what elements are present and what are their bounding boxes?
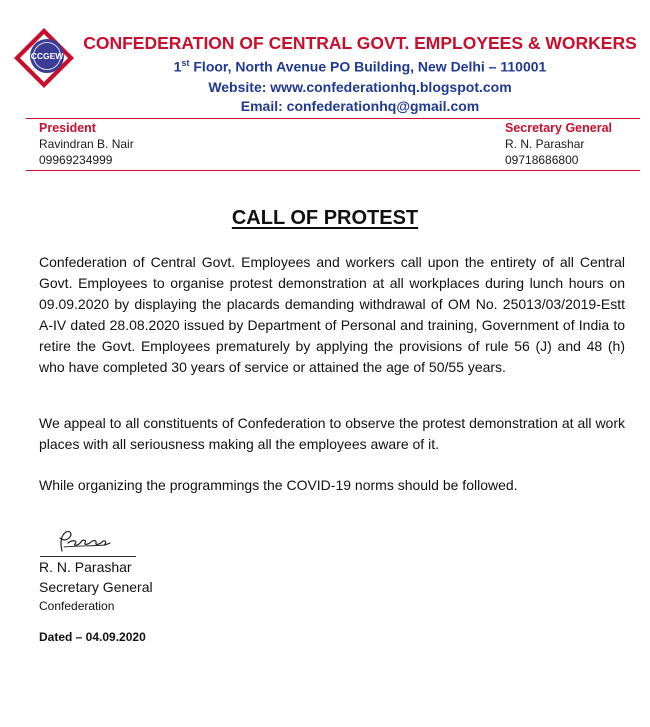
- dated-line: Dated – 04.09.2020: [39, 630, 146, 644]
- president-name: Ravindran B. Nair: [39, 137, 134, 151]
- notice-title: CALL OF PROTEST: [231, 207, 419, 229]
- signatory-block: [39, 557, 153, 615]
- address-line: [80, 58, 640, 75]
- email-line: Email: confederationhq@gmail.com: [240, 98, 480, 114]
- president-role: President: [39, 121, 96, 135]
- handwritten-signature: [40, 527, 120, 555]
- ccgew-logo: [12, 26, 76, 90]
- secretary-role: Secretary General: [505, 121, 613, 135]
- divider-top: [26, 118, 640, 119]
- secretary-name: R. N. Parashar: [505, 137, 585, 151]
- president-block: [39, 120, 134, 168]
- signatory-designation: Secretary General: [39, 579, 153, 595]
- address-text: Floor, North Avenue PO Building, New Delhi – 110001: [189, 58, 547, 75]
- secretary-block: [505, 120, 612, 168]
- notice-paragraph: Confederation of Central Govt. Employees and workers call upon the entirety of all Central Govt. Employees to organise protest demonstration at all workplaces during lunch hours on 09.09.2020 by displaying the placards demanding withdrawal of OM No. 25013/03/2019-Estt A-IV dated 28.08.2020 issued by Department of Personal and training, Government of India to retire the Govt. Employees prematurely by applying the provisions of rule 56 (J) and 48 (h) who have completed 30 years of service or attained the age of 50/55 years.: [39, 254, 625, 375]
- notice-paragraph: While organizing the programmings the COVID-19 norms should be followed.: [39, 477, 518, 493]
- secretary-phone: 09718686800: [505, 153, 579, 167]
- signatory-name: R. N. Parashar: [39, 559, 132, 575]
- address-floor-number: 1: [173, 58, 182, 75]
- signatory-organization: Confederation: [39, 599, 115, 613]
- logo-text: CCGEW: [30, 51, 64, 61]
- address-floor-suffix: st: [181, 58, 190, 68]
- president-phone: 09969234999: [39, 153, 113, 167]
- divider-bottom: [26, 170, 640, 171]
- notice-paragraph: We appeal to all constituents of Confederation to observe the protest demonstration at all work places with all seriousness making all the employees aware of it.: [39, 415, 625, 452]
- organization-name: CONFEDERATION OF CENTRAL GOVT. EMPLOYEES & WORKERS: [83, 33, 637, 53]
- website-line: Website: www.confederationhq.blogspot.com: [208, 79, 512, 95]
